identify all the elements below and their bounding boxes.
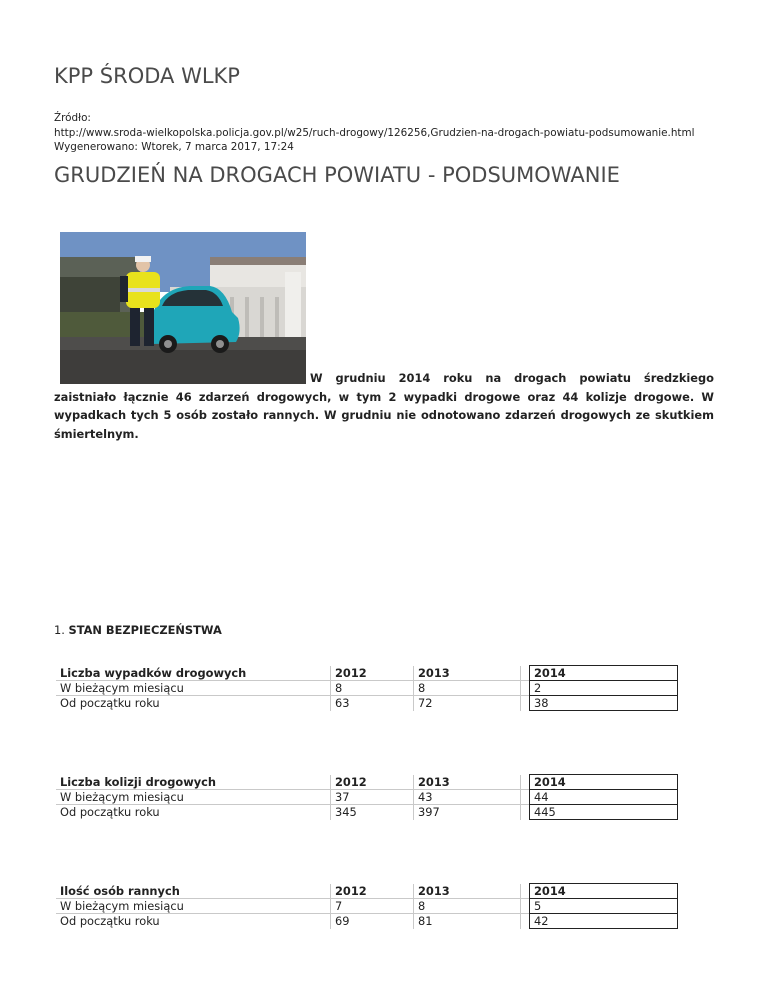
year-header: 2012 — [331, 884, 414, 899]
year-header: 2013 — [414, 775, 521, 790]
table-cell: 397 — [414, 805, 521, 820]
table-cell: 42 — [530, 914, 678, 929]
generated-date: Wygenerowano: Wtorek, 7 marca 2017, 17:24 — [54, 141, 294, 153]
section-number: 1. — [54, 623, 65, 637]
table-title: Liczba wypadków drogowych — [60, 665, 247, 680]
article-lead — [54, 369, 714, 443]
section-heading — [54, 623, 222, 637]
table-cell: 37 — [331, 790, 414, 805]
row-label: Od początku roku — [56, 696, 331, 711]
table-cell: 8 — [331, 681, 414, 696]
document-meta — [54, 111, 695, 155]
year-header: 2013 — [414, 884, 521, 899]
table-cell: 8 — [414, 899, 521, 914]
row-label: W bieżącym miesiącu — [56, 899, 331, 914]
injured-table — [56, 883, 678, 929]
year-header: 2012 — [331, 666, 414, 681]
table-cell: 81 — [414, 914, 521, 929]
section-label: STAN BEZPIECZEŃSTWA — [68, 623, 222, 637]
year-header: 2014 — [530, 775, 678, 790]
table-cell: 7 — [331, 899, 414, 914]
table-cell: 69 — [331, 914, 414, 929]
table-cell: 345 — [331, 805, 414, 820]
year-header: 2012 — [331, 775, 414, 790]
table-title: Ilość osób rannych — [60, 883, 180, 898]
row-label: W bieżącym miesiącu — [56, 790, 331, 805]
table-cell: 8 — [414, 681, 521, 696]
table-cell: 44 — [530, 790, 678, 805]
table-title: Liczba kolizji drogowych — [60, 774, 217, 789]
table-cell: 445 — [530, 805, 678, 820]
article-photo — [60, 232, 306, 384]
source-url[interactable]: http://www.sroda-wielkopolska.policja.gov.pl/w25/ruch-drogowy/126256,Grudzien-na-drogach-powiatu-podsumowanie.html — [54, 126, 695, 139]
table-cell: 5 — [530, 899, 678, 914]
table-cell: 38 — [530, 696, 678, 711]
article-lead-text: W grudniu 2014 roku na drogach powiatu średzkiego zaistniało łącznie 46 zdarzeń drogowych, w tym 2 wypadki drogowe oraz 44 kolizje drogowe. W wypadkach tych 5 osób zostało rannych. W grudniu nie odnotowano zdarzeń drogowych ze skutkiem śmiertelnym. — [54, 371, 714, 441]
accidents-table — [56, 665, 678, 711]
table-cell: 72 — [414, 696, 521, 711]
site-title: KPP ŚRODA WLKP — [54, 64, 240, 88]
row-label: Od początku roku — [56, 805, 331, 820]
row-label: W bieżącym miesiącu — [56, 681, 331, 696]
year-header: 2014 — [530, 884, 678, 899]
year-header: 2013 — [414, 666, 521, 681]
table-cell: 63 — [331, 696, 414, 711]
collisions-table — [56, 774, 678, 820]
table-cell: 43 — [414, 790, 521, 805]
row-label: Od początku roku — [56, 914, 331, 929]
year-header: 2014 — [530, 666, 678, 681]
table-cell: 2 — [530, 681, 678, 696]
source-label: Źródło: — [54, 112, 91, 124]
article-title: GRUDZIEŃ NA DROGACH POWIATU - PODSUMOWANIE — [54, 163, 620, 187]
